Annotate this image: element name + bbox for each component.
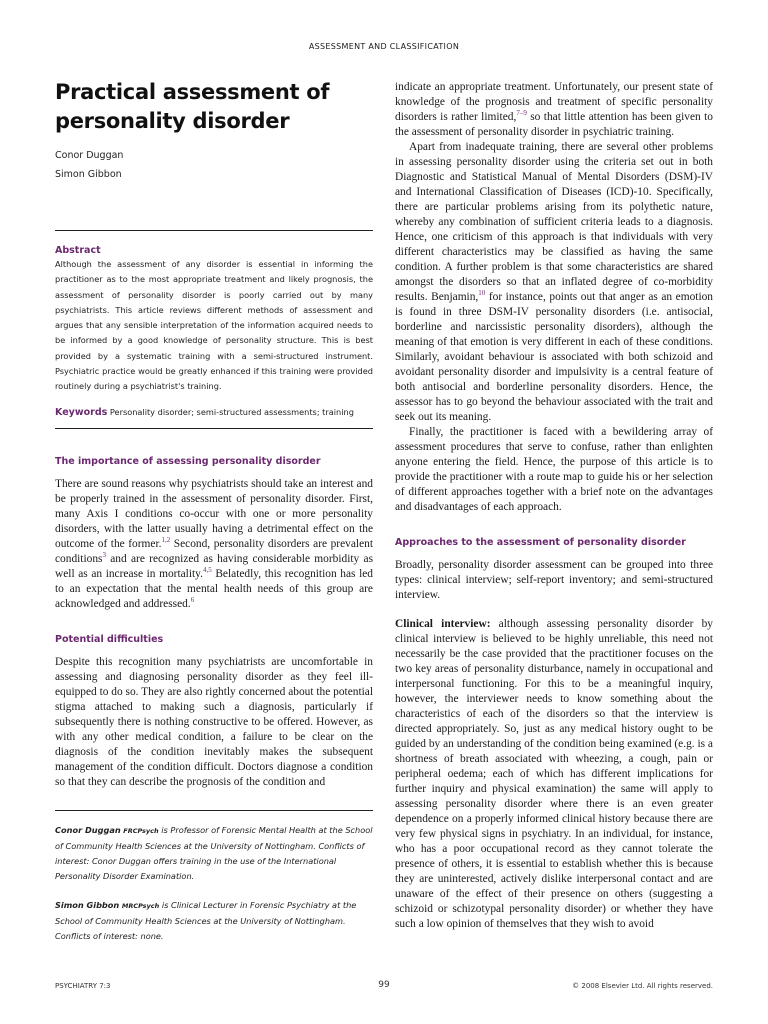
divider <box>55 230 373 231</box>
paragraph: indicate an appropriate treatment. Unfortunately, our present state of knowledge of the prognosis and treatment of specific personality disorders is rather limited,$^{7-9}$ so that little attention has been given to the assessment of personality disorder in psychiatric training. <box>395 81 714 138</box>
citation[interactable]: 6 <box>190 595 195 604</box>
run-in-heading: Clinical interview: <box>395 618 491 630</box>
author-name: Simon Gibbon <box>55 169 122 180</box>
citation[interactable]: 3 <box>102 550 106 559</box>
paragraph: There are sound reasons why psychiatrists should take an interest and be properly trained in the assessment of personality disorder. First, many Axis I conditions co-occur with one or more personality disorders, with the latter usually having a detrimental effect on the outcome of the former.$^{1,2}$ Second, personality disorders are prevalent conditions$^3$ and are recognized as having considerable morbidity as well as an increase in mortality.$^{4,5}$ Belatedly, this recognition has led to an expectation that the mental health needs of this group are acknowledged and addressed.$^6$ <box>55 477 373 610</box>
keywords <box>55 407 373 418</box>
paragraph: Broadly, personality disorder assessment can be grouped into three types: clinical interview; self-report inventory; and semi-structured interview. <box>395 559 713 601</box>
citation[interactable]: 1,2 <box>161 535 171 544</box>
section-heading-difficulties: Potential difficulties <box>55 633 164 645</box>
abstract-heading: Abstract <box>55 245 101 256</box>
running-header: ASSESSMENT AND CLASSIFICATION <box>308 42 460 51</box>
paragraph: Apart from inadequate training, there are several other problems in assessing personality disorder using the criteria set out in both Diagnostic and Statistical Manual of Mental Disorders (DSM)-IV and International Classification of Diseases (ICD)-10. Specifically, there are particular problems arising from its polythetic nature, whereby any combination of sufficient criteria leads to a diagnosis. Hence, one criticism of this approach is that individuals with very different characteristics may be classified as having the same condition. A further problem is that some characteristics are shared amongst the disorders so that an inflated degree of co-morbidity results. Benjamin,$^{10}$ for instance, points out that anger as an emotion is found in three DSM-IV personality disorders (i.e. antisocial, borderline and narcissistic personality disorders), although the meaning of that emotion is very different in each of these conditions. Similarly, avoidant behaviour is associated with both schizoid and avoidant personality disorder and impulsivity is a central feature of both antisocial and borderline personality disorders. Hence, the assessor has to go beyond the behaviour associated with the trait and seek out its meaning. <box>395 141 713 423</box>
author-list <box>55 146 373 184</box>
article-title: Practical assessment of personality disorder <box>55 80 330 133</box>
citation[interactable]: 10 <box>478 289 486 298</box>
paragraph: Finally, the practitioner is faced with a bewildering array of assessment procedures that serve to confuse, rather than enlighten anyone entering the field. Hence, the purpose of this article is to provide the practitioner with a route map to guide his or her selection of different approaches together with a brief note on the advantages and disadvantages of each approach. <box>395 426 713 513</box>
footer-copyright: © 2008 Elsevier Ltd. All rights reserved. <box>572 982 713 990</box>
section-heading-approaches: Approaches to the assessment of personality disorder <box>395 537 686 548</box>
divider <box>55 810 373 811</box>
author-name: Conor Duggan <box>55 150 124 161</box>
right-column <box>395 80 713 932</box>
citation[interactable]: 7–9 <box>516 109 527 118</box>
keywords-text: Personality disorder; semi-structured assessments; training <box>109 406 354 417</box>
keywords-label: Keywords <box>55 406 108 418</box>
section-heading-importance: The importance of assessing personality disorder <box>55 455 321 467</box>
divider <box>55 428 373 429</box>
author-affiliation: Simon Gibbon MRCPsych is Clinical Lecturer in Forensic Psychiatry at the School of Community Health Sciences at the University of Nottingham. Conflicts of interest: none. <box>55 899 357 941</box>
page-number: 99 <box>378 980 390 990</box>
citation[interactable]: 4,5 <box>202 565 212 574</box>
paragraph: Clinical interview: although assessing personality disorder by clinical interview is believed to be highly unreliable, this need not necessarily be the case provided that the practitioner focuses on the two key areas of personality disturbance, namely in occupational and interpersonal functioning. For this to be a meaningful inquiry, however, the interviewer needs to know something about the characteristics of each of the disorders so that the interview is directed appropriately. So, just as any medical history ought to be guided by an understanding of the condition being examined (e.g. is a shortness of breath associated with wheezing, a cough, pain or peripheral oedema; each of which has different implications for further inquiry and physical examination) the same will apply to assessing personality disorder where there is an even greater dependence on a properly informed clinical history because there are very few physical signs in psychiatry. In an individual, for instance, who has a poor occupational record as they cannot tolerate the presence of others, it is essential to establish whether this is because they are uninterested, actively dislike interpersonal contact and are unaware of the effect of their presence on others (suggesting a schizoid or schizotypal personality disorder) or whether they have such a low opinion of themselves that they wish to avoid <box>395 618 713 930</box>
author-affiliation: Conor Duggan FRCPsych is Professor of Forensic Mental Health at the School of Community Health Sciences at the University of Nottingham. Conflicts of interest: Conor Duggan offers training in the use of the International Personality Disorder Examination. <box>55 824 373 881</box>
left-column <box>55 78 373 944</box>
paragraph: Despite this recognition many psychiatrists are uncomfortable in assessing and diagnosing personality disorder as they feel ill-equipped to do so. They are also rightly concerned about the potential stigma attached to making such a diagnosis, particularly if subsequently there is nothing constructive to be offered. However, as with any other medical condition, a failure to be clear on the diagnosis of the condition inevitably makes the subsequent management of the condition difficult. Doctors diagnose a condition so that they can describe the prognosis of the condition and <box>55 655 374 788</box>
footer-journal: PSYCHIATRY 7:3 <box>55 982 111 990</box>
abstract-text: Although the assessment of any disorder is essential in informing the practitioner as to the most appropriate treatment and likely prognosis, the assessment of personality disorder is poorly carried out by many psychiatrists. This article reviews different methods of assessment and argues that any sensible interpretation of the information acquired needs to be informed by a good knowledge of personality structure. This is best provided by a systematic training with a semi-structured instrument. Psychiatric practice would be greatly enhanced if this training were provided routinely during a psychiatrist's training. <box>55 259 373 392</box>
